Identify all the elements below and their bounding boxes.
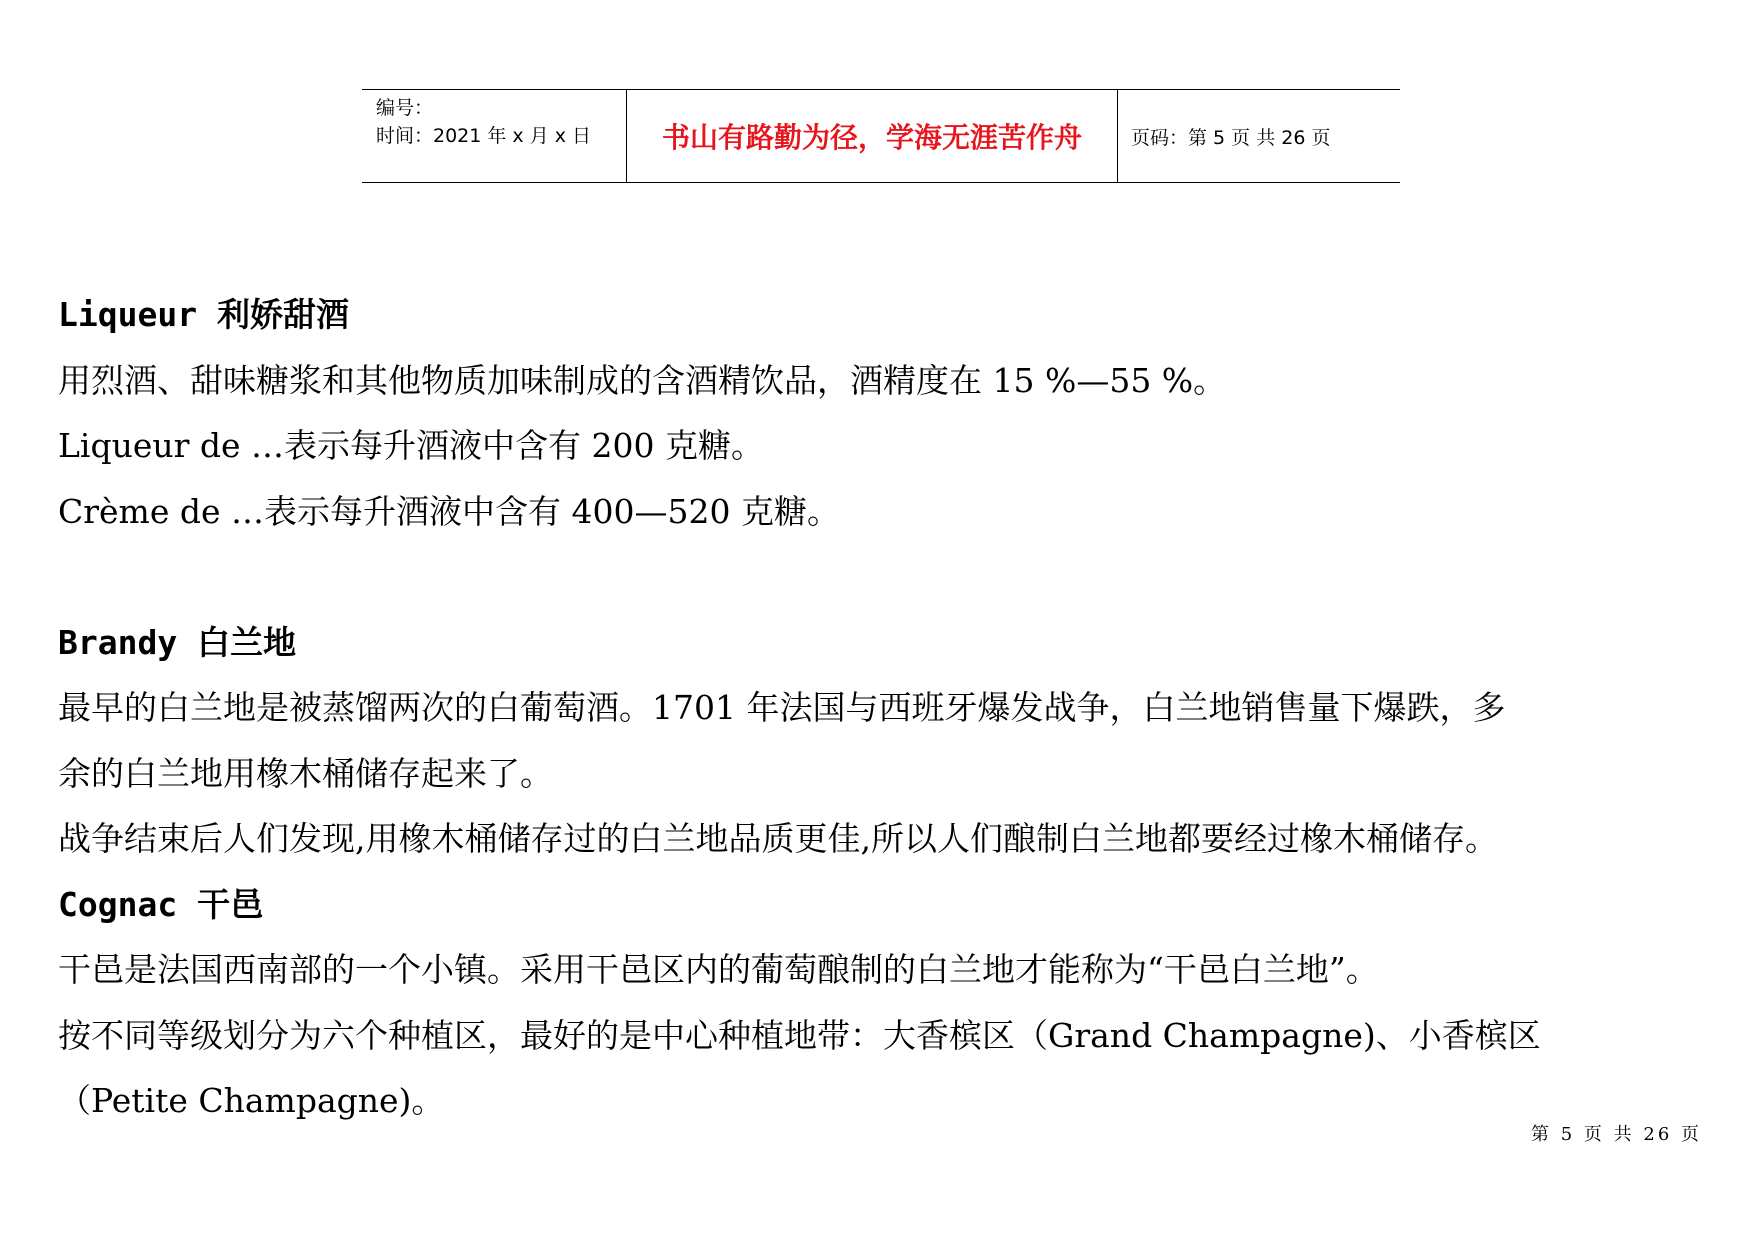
section-heading-cognac: Cognac 干邑 bbox=[58, 884, 264, 924]
header-page-label: 页码：第 5 页 共 26 页 bbox=[1131, 126, 1331, 149]
paragraph: 用烈酒、甜味糖浆和其他物质加味制成的含酒精饮品，酒精度在 15 %—55 %。 bbox=[58, 360, 1227, 400]
footer-page-number: 第 5 页 共 26 页 bbox=[1531, 1124, 1702, 1145]
paragraph: 最早的白兰地是被蒸馏两次的白葡萄酒。1701 年法国与西班牙爆发战争，白兰地销售量下爆跌，多 bbox=[58, 688, 1506, 727]
section-heading-brandy: Brandy 白兰地 bbox=[58, 622, 297, 662]
document-body bbox=[58, 282, 1718, 1134]
paragraph: （Petite Champagne)。 bbox=[58, 1081, 445, 1120]
time-label: 时间：2021 年 x 月 x 日 bbox=[376, 125, 592, 147]
paragraph: 战争结束后人们发现,用橡木桶储存过的白兰地品质更佳,所以人们酿制白兰地都要经过橡木桶储存。 bbox=[58, 819, 1498, 858]
document-header bbox=[362, 89, 1400, 183]
header-meta bbox=[362, 90, 627, 182]
paragraph: Crème de …表示每升酒液中含有 400—520 克糖。 bbox=[58, 491, 840, 531]
section-heading-liqueur: Liqueur 利娇甜酒 bbox=[58, 295, 349, 334]
paragraph: 按不同等级划分为六个种植区，最好的是中心种植地带：大香槟区（Grand Champagne)、小香槟区 bbox=[58, 1015, 1541, 1055]
header-motto: 书山有路勤为径，学海无涯苦作舟 bbox=[627, 90, 1118, 182]
paragraph: 余的白兰地用橡木桶储存起来了。 bbox=[58, 753, 553, 793]
paragraph: Liqueur de …表示每升酒液中含有 200 克糖。 bbox=[58, 426, 765, 465]
paragraph: 干邑是法国西南部的一个小镇。采用干邑区内的葡萄酿制的白兰地才能称为“干邑白兰地”。 bbox=[58, 950, 1379, 989]
number-label: 编号： bbox=[376, 97, 434, 119]
spacer bbox=[58, 544, 1718, 610]
